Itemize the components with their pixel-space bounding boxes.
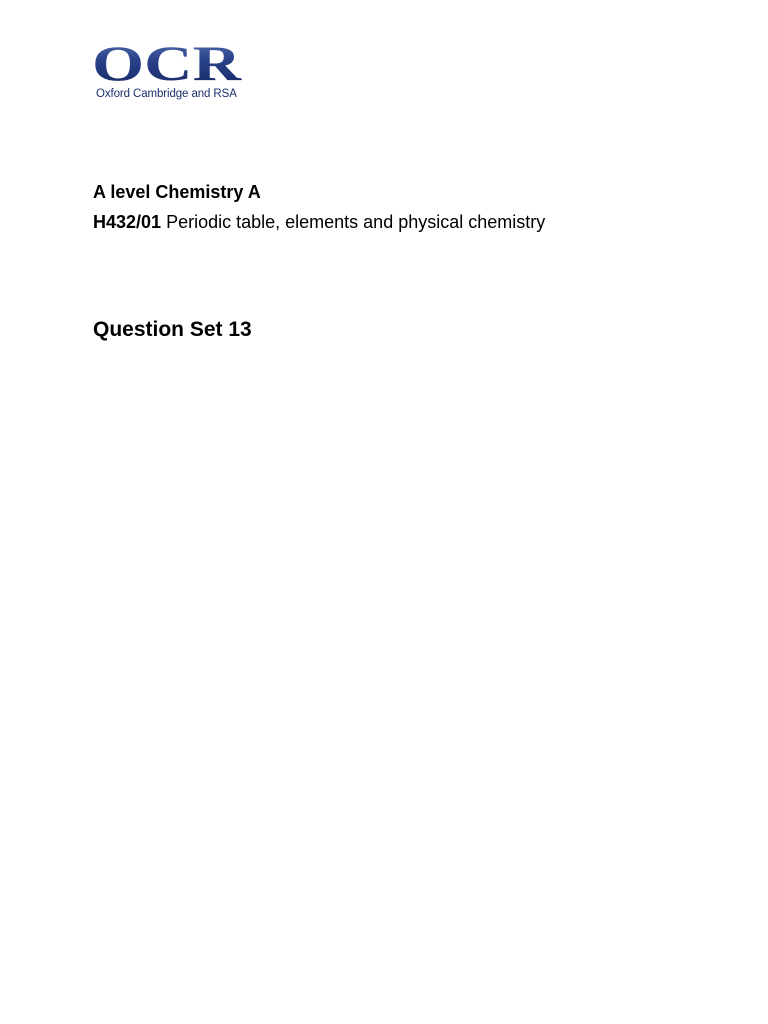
paper-line [93,211,545,233]
ocr-logo [92,40,242,104]
question-set-title: Question Set 13 [93,318,252,341]
course-title: A level Chemistry A [93,182,261,202]
ocr-wordmark: OCR [92,40,242,86]
ocr-logo-icon [92,40,242,86]
paper-code: H432/01 [93,212,162,232]
paper-title: Periodic table, elements and physical chemistry [161,212,546,232]
logo-tagline: Oxford Cambridge and RSA [96,88,237,100]
